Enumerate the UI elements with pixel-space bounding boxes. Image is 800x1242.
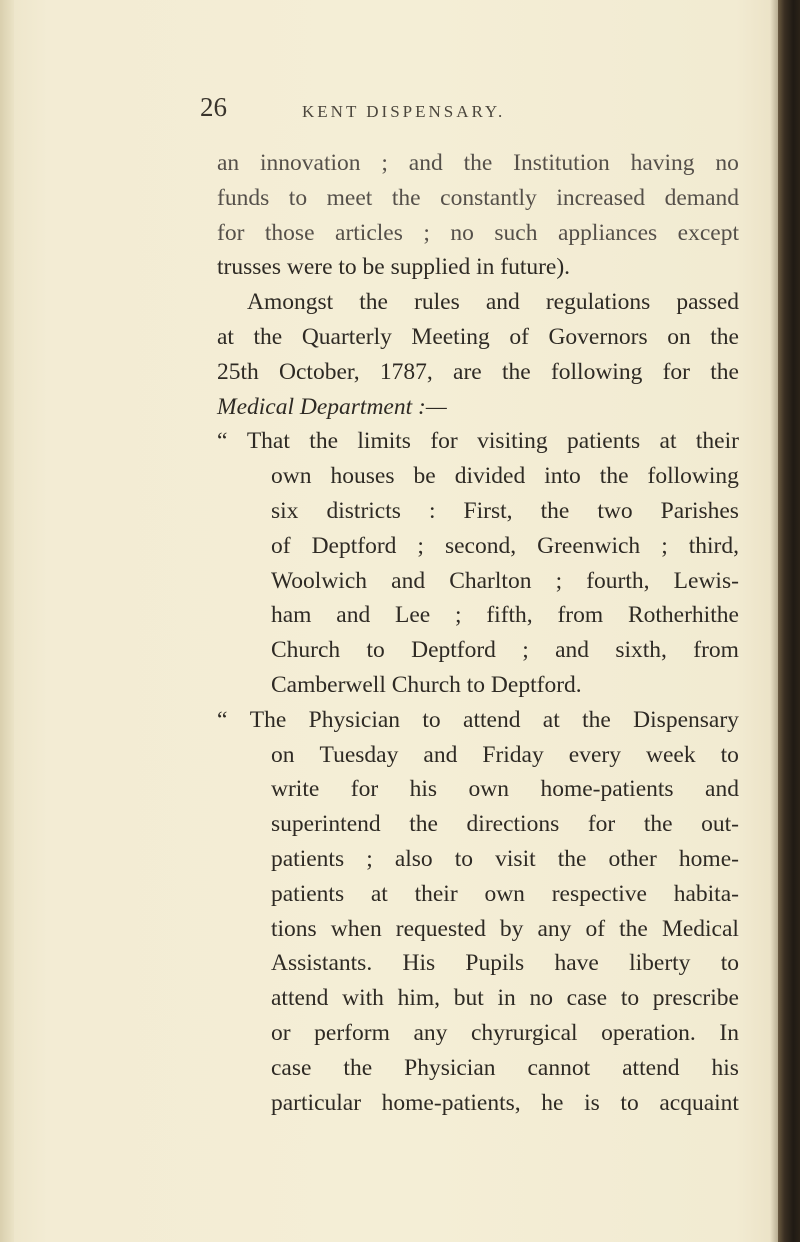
word: on bbox=[271, 741, 295, 768]
word: their bbox=[414, 880, 458, 907]
word: to bbox=[366, 637, 385, 664]
word: chyrurgical bbox=[470, 1019, 578, 1046]
word: Amongst bbox=[247, 289, 334, 316]
word: following bbox=[647, 463, 739, 490]
word: the bbox=[253, 323, 283, 350]
word: and bbox=[391, 567, 426, 594]
word: Rotherhithe bbox=[627, 602, 739, 629]
word: from bbox=[693, 637, 739, 664]
word: him, bbox=[397, 985, 441, 1012]
word: First, bbox=[463, 497, 513, 524]
body-text bbox=[217, 146, 739, 1120]
word: ; bbox=[661, 532, 668, 559]
word: patients bbox=[271, 880, 345, 907]
text-line bbox=[217, 146, 739, 181]
word: own bbox=[468, 776, 509, 803]
word: ; bbox=[522, 637, 529, 664]
word: two bbox=[597, 497, 633, 524]
word: In bbox=[719, 1019, 739, 1046]
word: those bbox=[264, 219, 315, 246]
word: by bbox=[499, 915, 524, 942]
page-gutter-edge bbox=[0, 0, 14, 1242]
word: cannot bbox=[527, 1054, 591, 1081]
word: for bbox=[430, 428, 458, 455]
text-line bbox=[217, 459, 739, 494]
word: prescribe bbox=[652, 985, 739, 1012]
word: Dispensary bbox=[633, 706, 739, 733]
word: superintend bbox=[271, 811, 381, 838]
word: innovation bbox=[260, 150, 361, 176]
text-line bbox=[217, 424, 739, 459]
word: districts bbox=[326, 497, 401, 524]
word: and bbox=[336, 602, 371, 629]
word: when bbox=[330, 915, 382, 942]
word: articles bbox=[335, 219, 403, 246]
word: meet bbox=[326, 184, 373, 211]
word: any bbox=[537, 915, 572, 942]
text-line bbox=[217, 946, 739, 981]
word: Pupils bbox=[465, 950, 525, 977]
word: fourth, bbox=[586, 567, 650, 594]
word: “ bbox=[217, 706, 228, 733]
word: Woolwich bbox=[271, 567, 368, 594]
word: constantly bbox=[440, 184, 537, 211]
text-line bbox=[217, 877, 739, 912]
word: at bbox=[542, 706, 560, 733]
word: sixth, bbox=[615, 637, 667, 664]
word: any bbox=[413, 1019, 448, 1046]
word: Physician bbox=[404, 1054, 496, 1081]
text-line bbox=[217, 216, 739, 251]
word: ; bbox=[417, 532, 424, 559]
word: he bbox=[541, 1089, 564, 1116]
word: and bbox=[408, 150, 443, 176]
word: his bbox=[711, 1054, 739, 1081]
word: respective bbox=[551, 880, 647, 907]
word: directions bbox=[466, 811, 560, 838]
word: Lee bbox=[395, 602, 431, 629]
word: home- bbox=[678, 845, 739, 872]
word: increased bbox=[556, 184, 646, 211]
word: but bbox=[453, 985, 484, 1012]
page-header bbox=[200, 92, 620, 132]
text-line bbox=[217, 285, 739, 320]
word: Meeting bbox=[411, 323, 490, 350]
text-line bbox=[217, 842, 739, 877]
page-number: 26 bbox=[200, 92, 227, 122]
text-line: trusses were to be supplied in future). bbox=[217, 254, 571, 281]
word: case bbox=[271, 1054, 312, 1081]
word: home-patients bbox=[540, 776, 674, 803]
word: week bbox=[646, 741, 696, 768]
word: “ bbox=[217, 428, 228, 455]
word: ; bbox=[455, 602, 462, 629]
word: ham bbox=[271, 602, 312, 629]
word: for bbox=[350, 776, 379, 803]
word: October, bbox=[279, 358, 360, 385]
word: his bbox=[409, 776, 438, 803]
word: divided bbox=[454, 463, 526, 490]
word: to bbox=[720, 741, 739, 768]
word: no bbox=[450, 219, 474, 246]
word: write bbox=[271, 776, 320, 803]
word: Deptford bbox=[411, 637, 496, 664]
text-line bbox=[217, 807, 739, 842]
word: acquaint bbox=[659, 1089, 739, 1116]
word: having bbox=[630, 150, 695, 176]
word: the bbox=[619, 915, 648, 942]
word: to bbox=[620, 1089, 639, 1116]
word: attend bbox=[463, 706, 521, 733]
text-line bbox=[217, 494, 739, 529]
word: Greenwich bbox=[537, 532, 641, 559]
text-line: Camberwell Church to Deptford. bbox=[271, 671, 582, 698]
word: the bbox=[391, 184, 421, 211]
word: second, bbox=[444, 532, 517, 559]
word: 1787, bbox=[379, 358, 433, 385]
word: houses bbox=[330, 463, 395, 490]
word: Institution bbox=[513, 150, 610, 176]
word: liberty bbox=[629, 950, 691, 977]
word: Church bbox=[271, 637, 341, 664]
word: visit bbox=[495, 845, 536, 872]
word: : bbox=[428, 497, 436, 524]
word: of bbox=[585, 915, 606, 942]
word: at bbox=[217, 323, 234, 350]
book-spine-edge bbox=[778, 0, 800, 1242]
word: visiting bbox=[477, 428, 548, 455]
page-edge-shadow bbox=[770, 0, 778, 1242]
text-line bbox=[217, 181, 739, 216]
word: the bbox=[582, 706, 611, 733]
word: or bbox=[271, 1019, 291, 1046]
word: to bbox=[720, 950, 739, 977]
word: no bbox=[529, 985, 553, 1012]
word: the bbox=[710, 358, 739, 385]
word: ; bbox=[423, 219, 430, 246]
word: the bbox=[710, 323, 739, 350]
word: of bbox=[271, 532, 291, 559]
word: Friday bbox=[482, 741, 544, 768]
word: regulations bbox=[545, 289, 651, 316]
word: their bbox=[695, 428, 739, 455]
word: from bbox=[557, 602, 604, 629]
word: The bbox=[249, 706, 287, 733]
word: out- bbox=[701, 811, 739, 838]
word: the bbox=[643, 811, 673, 838]
word: other bbox=[608, 845, 657, 872]
text-line bbox=[217, 633, 739, 668]
word: That bbox=[246, 428, 290, 455]
word: case bbox=[566, 985, 608, 1012]
word: the bbox=[599, 463, 629, 490]
text-line bbox=[217, 529, 739, 564]
text-line bbox=[217, 772, 739, 807]
text-line bbox=[217, 738, 739, 773]
word: to bbox=[620, 985, 640, 1012]
word: to bbox=[454, 845, 474, 872]
word: the bbox=[309, 428, 339, 455]
text-line bbox=[217, 1086, 739, 1121]
word: no bbox=[715, 150, 739, 176]
word: except bbox=[677, 219, 739, 246]
word: in bbox=[497, 985, 516, 1012]
word: ; bbox=[555, 567, 563, 594]
word: and bbox=[705, 776, 739, 803]
word: Tuesday bbox=[319, 741, 399, 768]
word: are bbox=[453, 358, 482, 385]
word: also bbox=[394, 845, 433, 872]
word: Assistants. bbox=[271, 950, 373, 977]
word: habita- bbox=[673, 880, 739, 907]
word: own bbox=[271, 463, 312, 490]
word: into bbox=[544, 463, 581, 490]
word: and bbox=[555, 637, 590, 664]
text-line bbox=[217, 912, 739, 947]
word: tions bbox=[271, 915, 317, 942]
word: operation. bbox=[601, 1019, 696, 1046]
word: at bbox=[659, 428, 677, 455]
word: particular bbox=[271, 1089, 362, 1116]
word: attend bbox=[622, 1054, 680, 1081]
word: the bbox=[501, 358, 531, 385]
word: to bbox=[288, 184, 308, 211]
word: ; bbox=[366, 845, 373, 872]
word: requested bbox=[395, 915, 486, 942]
word: patients bbox=[567, 428, 641, 455]
word: Charlton bbox=[449, 567, 532, 594]
running-head: KENT DISPENSARY. bbox=[302, 102, 506, 121]
word: rules bbox=[414, 289, 460, 316]
word: the bbox=[343, 1054, 373, 1081]
word: to bbox=[422, 706, 441, 733]
word: patients bbox=[271, 845, 345, 872]
word: following bbox=[550, 358, 643, 385]
text-line bbox=[217, 355, 739, 390]
word: attend bbox=[271, 985, 329, 1012]
word: of bbox=[509, 323, 529, 350]
text-line bbox=[217, 598, 739, 633]
word: Governors bbox=[548, 323, 648, 350]
word: limits bbox=[357, 428, 411, 455]
word: an bbox=[217, 150, 240, 176]
word: own bbox=[484, 880, 525, 907]
word: Physician bbox=[308, 706, 401, 733]
word: at bbox=[370, 880, 388, 907]
word: is bbox=[584, 1089, 600, 1116]
word: with bbox=[342, 985, 384, 1012]
text-line bbox=[217, 564, 739, 599]
word: fifth, bbox=[486, 602, 533, 629]
word: Parishes bbox=[660, 497, 739, 524]
word: for bbox=[587, 811, 616, 838]
word: perform bbox=[314, 1019, 390, 1046]
word: the bbox=[540, 497, 570, 524]
text-line bbox=[217, 703, 739, 738]
word: third, bbox=[688, 532, 739, 559]
word: appliances bbox=[557, 219, 658, 246]
word: Lewis- bbox=[673, 567, 739, 594]
word: the bbox=[557, 845, 587, 872]
word: such bbox=[494, 219, 538, 246]
text-line bbox=[217, 981, 739, 1016]
word: for bbox=[217, 219, 245, 246]
text-line: Medical Department :— bbox=[217, 393, 447, 420]
word: 25th bbox=[217, 358, 259, 385]
word: for bbox=[662, 358, 690, 385]
word: every bbox=[568, 741, 621, 768]
word: Medical bbox=[661, 915, 739, 942]
word: the bbox=[409, 811, 438, 838]
word: home-patients, bbox=[381, 1089, 521, 1116]
word: and bbox=[485, 289, 520, 316]
text-line bbox=[217, 320, 739, 355]
word: Quarterly bbox=[301, 323, 392, 350]
word: His bbox=[402, 950, 436, 977]
word: demand bbox=[664, 184, 739, 211]
word: have bbox=[554, 950, 599, 977]
text-line bbox=[217, 1016, 739, 1051]
word: six bbox=[271, 497, 299, 524]
word: funds bbox=[217, 184, 270, 211]
word: the bbox=[359, 289, 388, 316]
word: passed bbox=[676, 289, 739, 316]
word: on bbox=[667, 323, 691, 350]
word: the bbox=[463, 150, 493, 176]
text-line bbox=[217, 1051, 739, 1086]
word: Deptford bbox=[311, 532, 397, 559]
word: ; bbox=[381, 150, 388, 176]
word: and bbox=[423, 741, 458, 768]
word: be bbox=[413, 463, 436, 490]
